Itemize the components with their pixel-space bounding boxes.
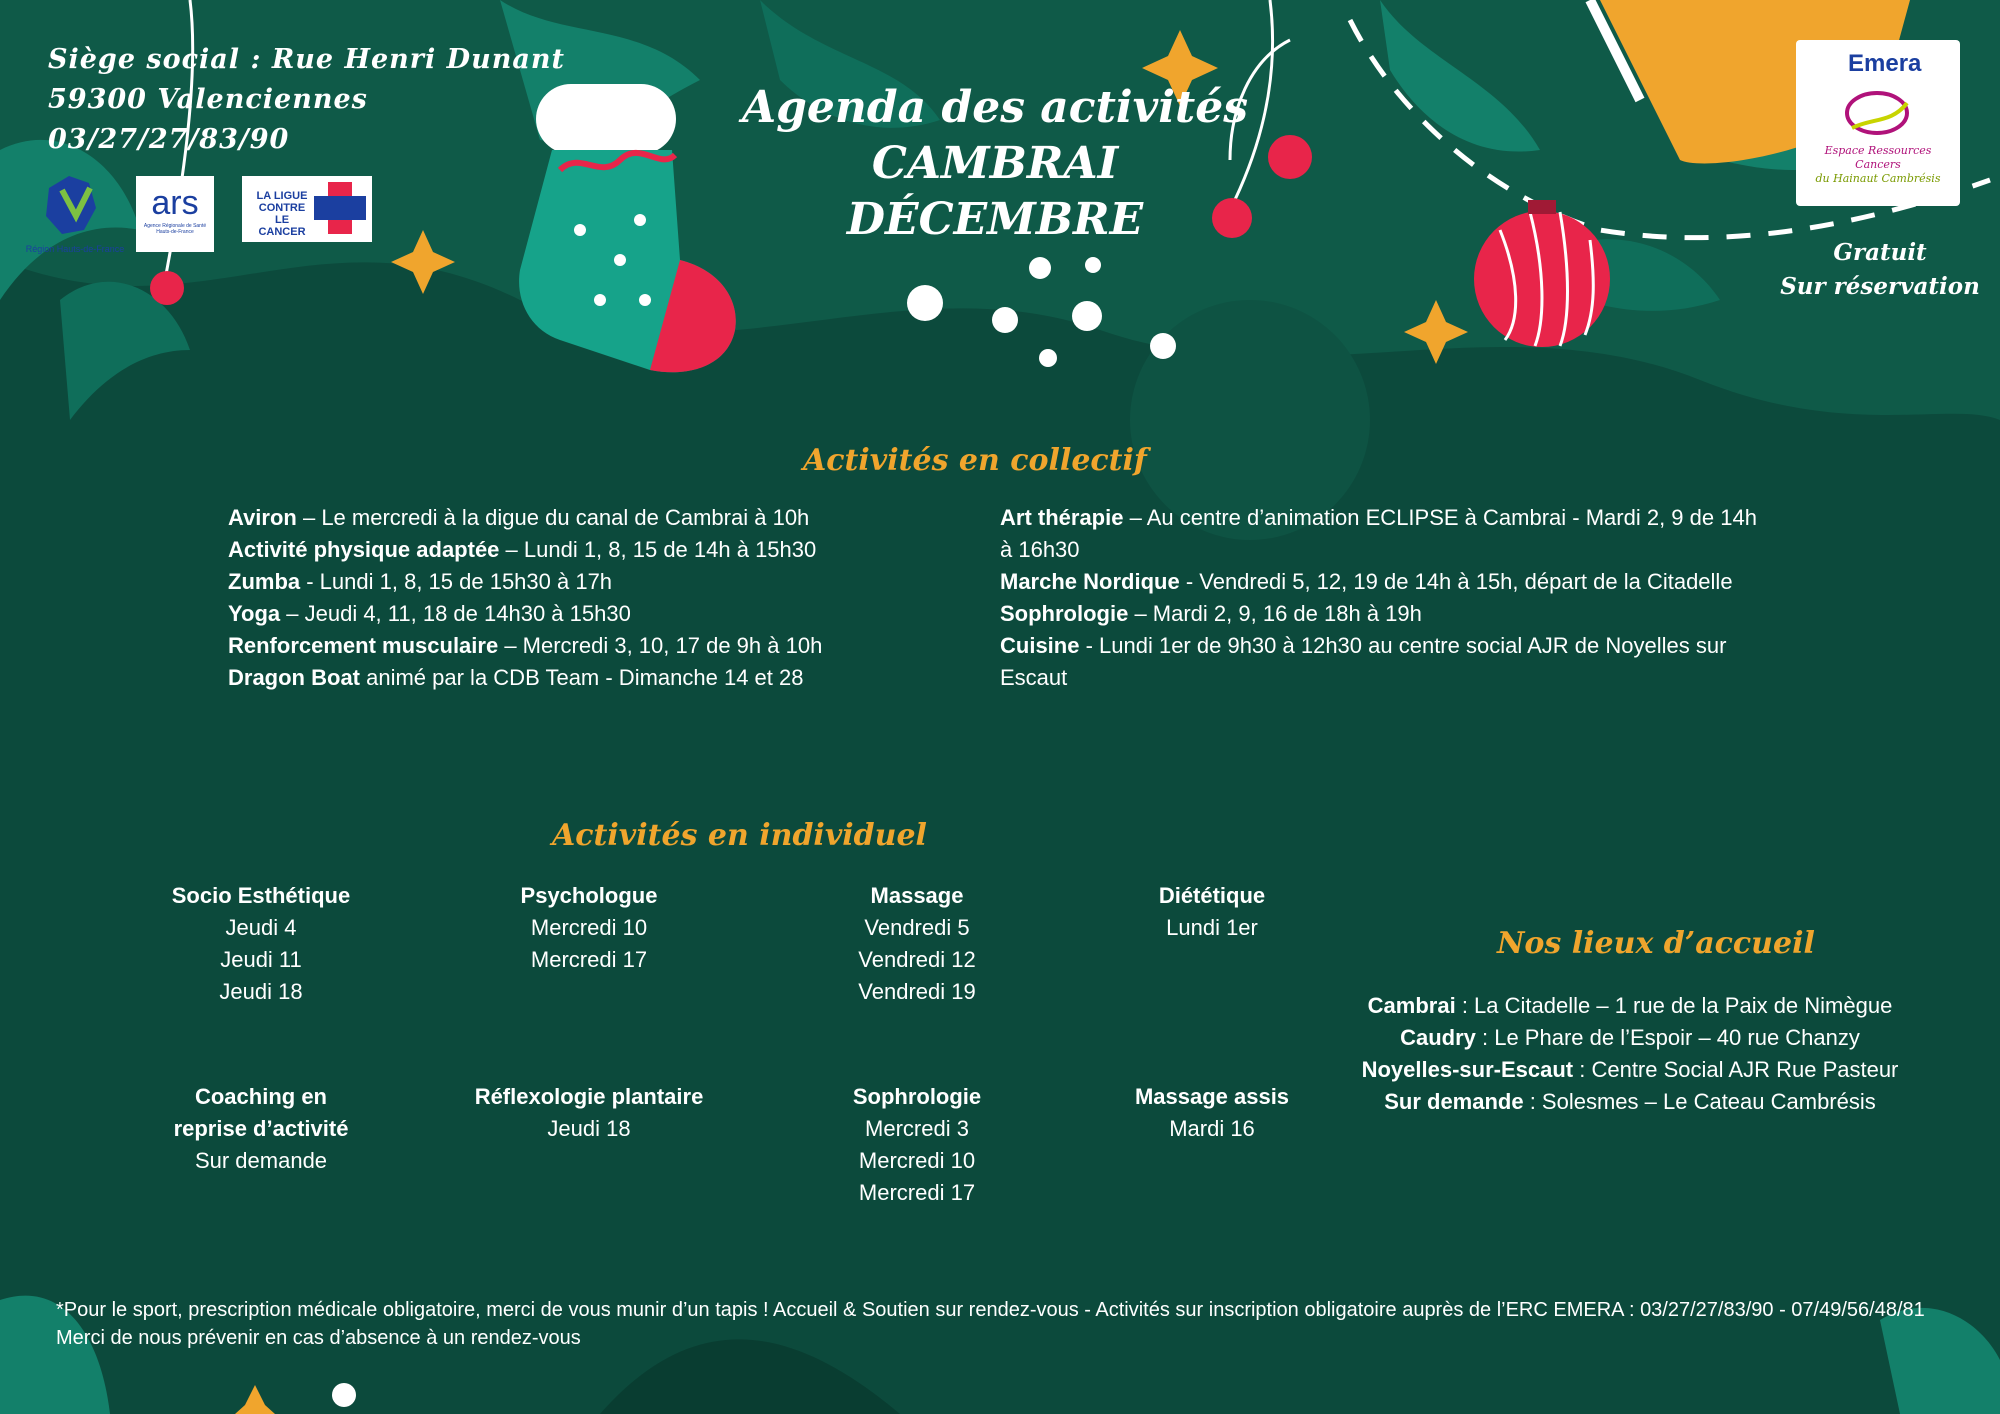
ars-logo-text: ars	[151, 184, 199, 222]
ligue-logo-text: LA LIGUE CONTRE LE CANCER	[256, 190, 308, 238]
individuel-date: Jeudi 18	[547, 1116, 631, 1141]
collectif-item	[228, 566, 868, 598]
activity-desc: - Vendredi 5, 12, 19 de 14h à 15h, départ de la Citadelle	[1179, 569, 1733, 594]
address-block	[48, 40, 565, 160]
berry-icon	[150, 271, 184, 305]
individuel-item	[459, 880, 719, 976]
title-line: Agenda des activités	[741, 82, 1249, 133]
collectif-item	[228, 598, 868, 630]
collectif-item	[228, 630, 868, 662]
individuel-date: Vendredi 12	[858, 947, 976, 972]
individuel-name: Coaching en reprise d’activité	[173, 1084, 349, 1141]
individuel-name: Diététique	[1158, 883, 1266, 908]
activity-name: Marche Nordique	[1000, 569, 1180, 594]
lieu-desc: : Centre Social AJR Rue Pasteur	[1573, 1057, 1899, 1082]
ligue-contre-le-cancer-logo	[242, 176, 372, 242]
activity-name: Sophrologie	[1000, 601, 1129, 626]
lieu-item	[1340, 1086, 1920, 1118]
individuel-date: Vendredi 5	[864, 915, 970, 940]
lieu-desc: : Le Phare de l’Espoir – 40 rue Chanzy	[1475, 1025, 1860, 1050]
gratuit-line: Gratuit	[1833, 239, 1927, 266]
address-line: 59300 Valenciennes	[48, 84, 368, 115]
individuel-item	[459, 1081, 719, 1145]
activity-desc: - Lundi 1er de 9h30 à 12h30 au centre social AJR de Noyelles sur Escaut	[1000, 633, 1727, 690]
footer-note: *Pour le sport, prescription médicale obligatoire, merci de vous munir d’un tapis ! Accueil & Soutien sur rendez-vous - Activités sur inscription obligatoire auprès de l’ERC EMERA : 03/27/27/83/90 - 07/49/56/48/81 Merci de nous prévenir en cas d’absence à un rendez-vous	[56, 1299, 1925, 1349]
emera-sub-line: Espace Ressources	[1824, 144, 1932, 157]
individuel-date: Mardi 16	[1169, 1116, 1255, 1141]
collectif-item	[228, 662, 868, 694]
individuel-date: Mercredi 10	[858, 1148, 976, 1173]
activity-name: Art thérapie	[1000, 505, 1124, 530]
emera-swirl-icon	[1842, 88, 1912, 138]
collectif-left-column	[228, 502, 868, 694]
individuel-date: Mercredi 17	[530, 947, 648, 972]
collectif-item	[1000, 630, 1760, 694]
collectif-right-column	[1000, 502, 1760, 694]
region-logo-label: Région Hauts-de-France	[25, 244, 125, 254]
title-city: CAMBRAI	[871, 138, 1119, 189]
snow-dot	[992, 307, 1018, 333]
individuel-date: Jeudi 18	[219, 979, 303, 1004]
lieu-name: Caudry	[1400, 1025, 1476, 1050]
emera-sub-line: Cancers	[1855, 158, 1901, 171]
activity-desc: – Jeudi 4, 11, 18 de 14h30 à 15h30	[280, 601, 631, 626]
activity-desc: – Mardi 2, 9, 16 de 18h à 19h	[1128, 601, 1422, 626]
individuel-date: Jeudi 11	[220, 947, 302, 972]
collectif-item	[1000, 502, 1760, 566]
individuel-date: Lundi 1er	[1166, 915, 1258, 940]
emera-sub-line: du Hainaut Cambrésis	[1815, 172, 1941, 185]
agenda-title	[735, 80, 1255, 248]
individuel-name: Réflexologie plantaire	[474, 1084, 704, 1109]
individuel-item	[131, 1081, 391, 1177]
emera-logo-subtitle	[1800, 144, 1956, 186]
individuel-name: Socio Esthétique	[171, 883, 351, 908]
lieux-section-title: Nos lieux d’accueil	[1497, 926, 1815, 961]
lieu-desc: : Solesmes – Le Cateau Cambrésis	[1523, 1089, 1876, 1114]
snow-dot	[1029, 257, 1051, 279]
snow-dot	[1039, 349, 1057, 367]
snow-dot	[907, 285, 943, 321]
snow-dot	[1072, 301, 1102, 331]
lieu-name: Noyelles-sur-Escaut	[1361, 1057, 1574, 1082]
collectif-item	[228, 534, 868, 566]
collectif-section-title: Activités en collectif	[803, 443, 1147, 478]
ligue-cross-icon	[314, 182, 366, 234]
individuel-item	[131, 880, 391, 1008]
collectif-item	[228, 502, 868, 534]
activity-name: Yoga	[228, 601, 281, 626]
individuel-item	[1082, 880, 1342, 944]
individuel-date: Jeudi 4	[225, 915, 297, 940]
activity-name: Aviron	[228, 505, 297, 530]
activity-desc: animé par la CDB Team - Dimanche 14 et 28	[360, 665, 804, 690]
individuel-date: Mercredi 10	[530, 915, 648, 940]
activity-desc: - Lundi 1, 8, 15 de 15h30 à 17h	[300, 569, 613, 594]
collectif-item	[1000, 598, 1760, 630]
emera-logo-name: Emera	[1848, 50, 1922, 77]
lieu-item	[1340, 1054, 1920, 1086]
snow-dot	[1085, 257, 1101, 273]
star-icon	[235, 1385, 275, 1414]
snow-dot	[332, 1383, 356, 1407]
ars-logo-subtext: Agence Régionale de Santé Hauts-de-France	[143, 223, 207, 235]
activity-name: Dragon Boat	[228, 665, 360, 690]
individuel-name: Psychologue	[520, 883, 658, 908]
individuel-date: Mercredi 17	[858, 1180, 976, 1205]
individuel-item	[787, 1081, 1047, 1209]
activity-desc: – Au centre d’animation ECLIPSE à Cambrai - Mardi 2, 9 de 14h à 16h30	[1000, 505, 1757, 562]
lieu-item	[1340, 990, 1920, 1022]
activity-desc: – Lundi 1, 8, 15 de 14h à 15h30	[499, 537, 817, 562]
individuel-name: Massage	[870, 883, 964, 908]
individuel-section-title: Activités en individuel	[552, 818, 927, 853]
activity-name: Cuisine	[1000, 633, 1080, 658]
activity-name: Renforcement musculaire	[228, 633, 499, 658]
lieu-item	[1340, 1022, 1920, 1054]
individuel-date: Vendredi 19	[858, 979, 976, 1004]
gratuit-note	[1770, 236, 1990, 304]
individuel-date: Mercredi 3	[865, 1116, 969, 1141]
activity-name: Activité physique adaptée	[228, 537, 500, 562]
activity-desc: – Mercredi 3, 10, 17 de 9h à 10h	[498, 633, 823, 658]
individuel-date: Sur demande	[194, 1148, 328, 1173]
activity-name: Zumba	[228, 569, 301, 594]
reservation-line: Sur réservation	[1780, 273, 1980, 300]
lieu-desc: : La Citadelle – 1 rue de la Paix de Nimègue	[1455, 993, 1893, 1018]
address-line: Siège social : Rue Henri Dunant	[48, 44, 565, 75]
individuel-name: Massage assis	[1134, 1084, 1290, 1109]
activity-desc: – Le mercredi à la digue du canal de Cambrai à 10h	[296, 505, 810, 530]
lieu-name: Cambrai	[1367, 993, 1456, 1018]
individuel-item	[787, 880, 1047, 1008]
ars-logo	[136, 176, 214, 252]
collectif-item	[1000, 566, 1760, 598]
individuel-item	[1082, 1081, 1342, 1145]
title-month: DÉCEMBRE	[846, 194, 1144, 245]
snow-dot	[1150, 333, 1176, 359]
lieu-name: Sur demande	[1384, 1089, 1524, 1114]
berry-icon	[1268, 135, 1312, 179]
emera-logo	[1796, 40, 1960, 206]
lieux-list	[1340, 990, 1920, 1118]
phone-line: 03/27/27/83/90	[48, 124, 290, 155]
individuel-name: Sophrologie	[852, 1084, 982, 1109]
region-logo	[25, 168, 125, 258]
